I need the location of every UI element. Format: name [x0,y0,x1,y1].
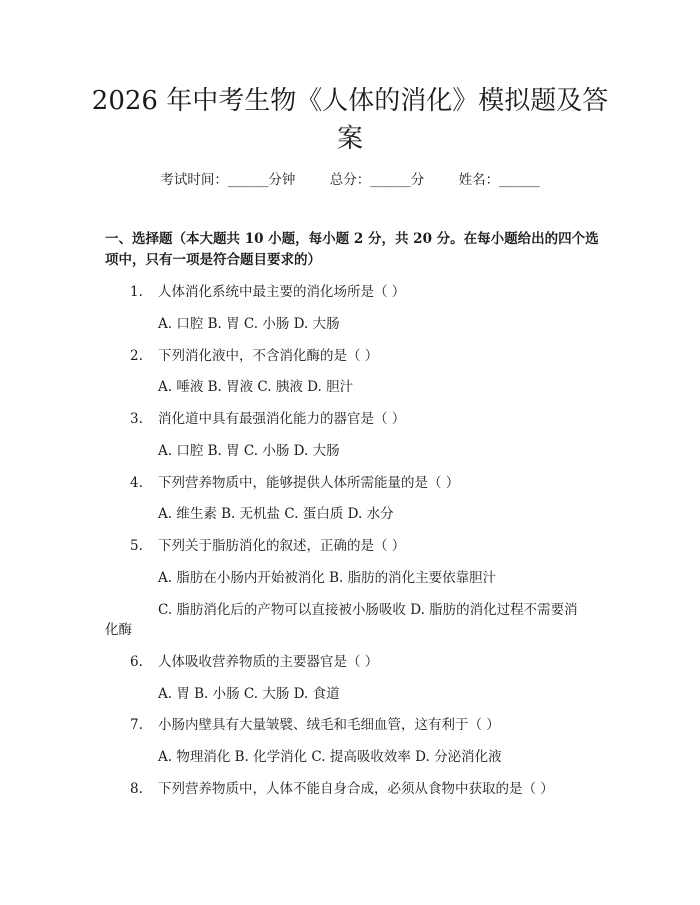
question-text: 消化道中具有最强消化能力的器官是（ ） [158,411,406,427]
question-text: 小肠内壁具有大量皱襞、绒毛和毛细血管，这有利于（ ） [158,717,500,733]
question-7-options: A. 物理消化 B. 化学消化 C. 提高吸收效率 D. 分泌消化液 [158,749,502,765]
question-4-options: A. 维生素 B. 无机盐 C. 蛋白质 D. 水分 [158,506,394,522]
exam-score: 总分：______分 [329,172,425,188]
title-line-2: 案 [336,124,363,154]
question-text: 下列消化液中，不含消化酶的是（ ） [158,348,379,364]
question-number: 6. [130,654,143,670]
exam-time: 考试时间：______分钟 [160,172,296,188]
document-title [90,82,610,158]
question-text: 人体吸收营养物质的主要器官是（ ） [158,654,379,670]
question-number: 8. [130,781,143,797]
section-heading: 一、选择题（本大题共 10 小题，每小题 2 分，共 20 分。在每小题给出的四个选项中，只有一项是符合题目要求的） [105,231,599,268]
question-5-options-ab: A. 脂肪在小肠内开始被消化 B. 脂肪的消化主要依靠胆汁 [158,570,497,586]
question-number: 4. [130,475,143,491]
question-text: 人体消化系统中最主要的消化场所是（ ） [158,284,406,300]
question-number: 7. [130,717,143,733]
question-5-options-cd-wrap: 化酶 [105,622,132,638]
question-number: 1. [130,284,143,300]
question-number: 5. [130,538,143,554]
question-number: 2. [130,348,143,364]
question-3-options: A. 口腔 B. 胃 C. 小肠 D. 大肠 [158,443,340,459]
question-1-options: A. 口腔 B. 胃 C. 小肠 D. 大肠 [158,316,340,332]
question-5-options-cd: C. 脂肪消化后的产物可以直接被小肠吸收 D. 脂肪的消化过程不需要消 [158,602,578,618]
question-2-options: A. 唾液 B. 胃液 C. 胰液 D. 胆汁 [158,379,354,395]
question-text: 下列关于脂肪消化的叙述，正确的是（ ） [158,538,406,554]
title-line-1: 2026 年中考生物《人体的消化》模拟题及答 [91,86,609,116]
question-number: 3. [130,411,143,427]
exam-name: 姓名：______ [458,172,540,188]
question-text: 下列营养物质中，人体不能自身合成，必须从食物中获取的是（ ） [158,781,554,797]
question-6-options: A. 胃 B. 小肠 C. 大肠 D. 食道 [158,686,340,702]
exam-meta [0,168,700,188]
question-text: 下列营养物质中，能够提供人体所需能量的是（ ） [158,475,460,491]
